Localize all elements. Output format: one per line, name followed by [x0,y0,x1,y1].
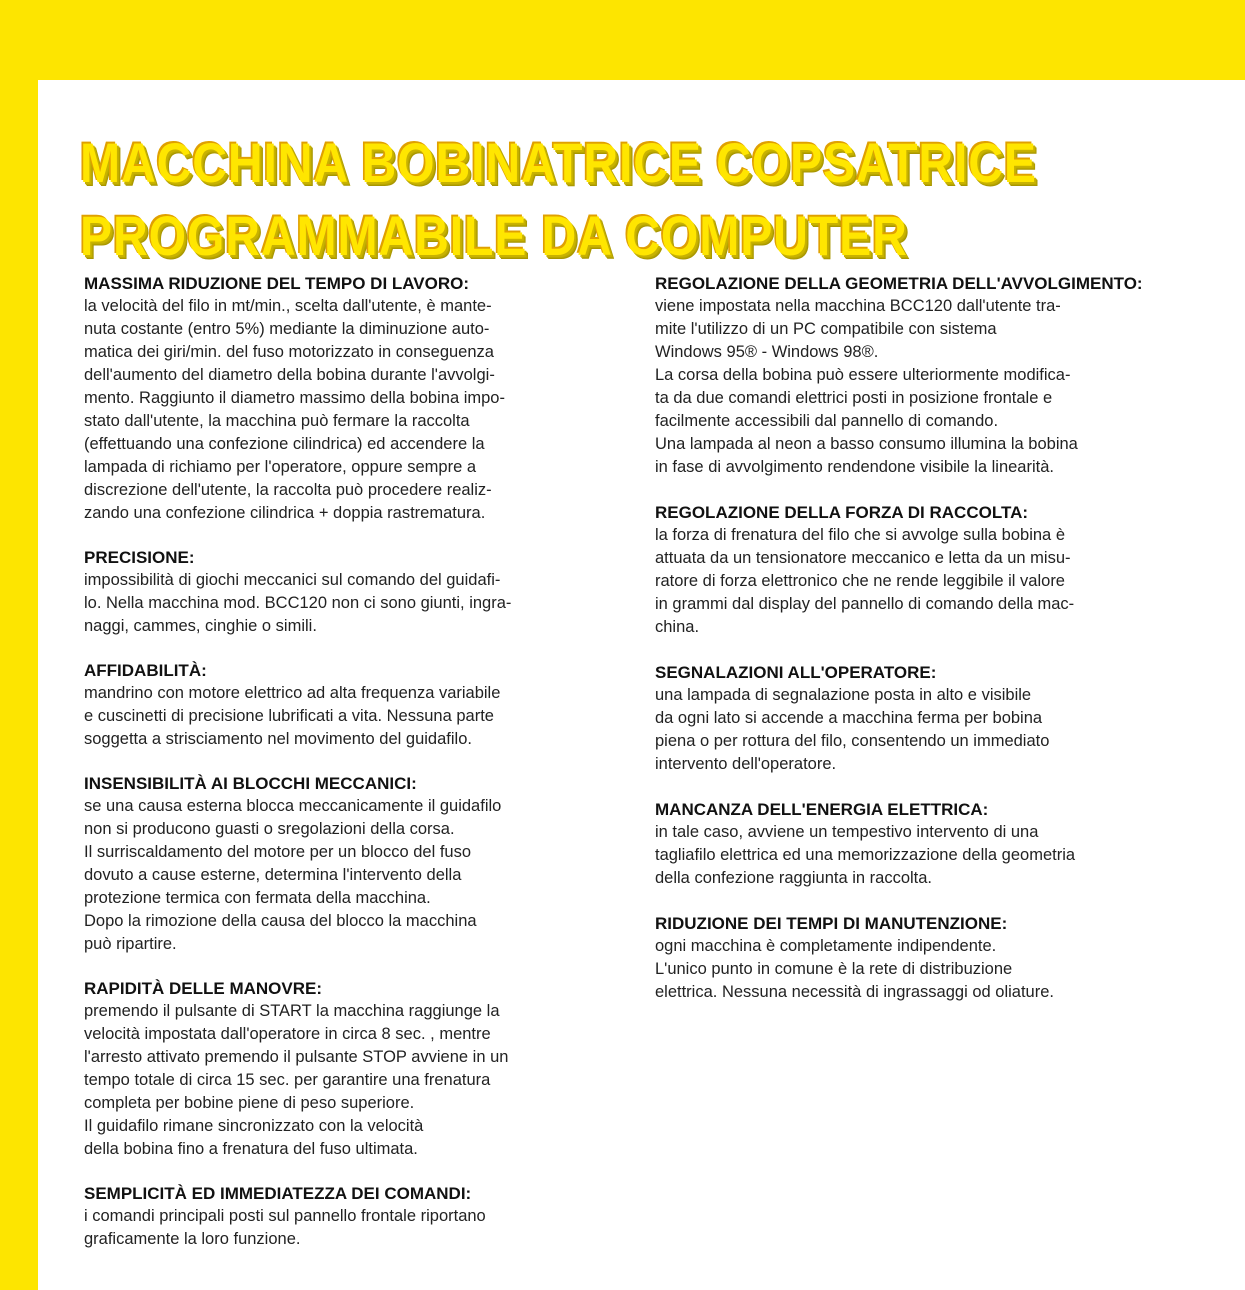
section-text-line: L'unico punto in comune è la rete di distribuzione [655,960,1013,978]
section-body [84,795,604,956]
section-text-line: può ripartire. [84,935,177,953]
title-line-2: PROGRAMMABILE DA COMPUTER [80,204,908,267]
section-body [84,569,604,638]
section-text-line: mento. Raggiunto il diametro massimo della bobina impo- [84,389,505,407]
feature-section [655,798,1175,890]
section-text-line: zando una confezione cilindrica + doppia rastrematura. [84,504,486,522]
section-text-line: completa per bobine piene di peso superiore. [84,1094,415,1112]
section-heading: INSENSIBILITÀ AI BLOCCHI MECCANICI: [84,774,417,793]
right-column [655,272,1175,1026]
section-text-line: l'arresto attivato premendo il pulsante STOP avviene in un [84,1048,509,1066]
feature-section [655,272,1175,479]
section-text-line: premendo il pulsante di START la macchina raggiunge la [84,1002,500,1020]
section-text-line: matica dei giri/min. del fuso motorizzato in conseguenza [84,343,494,361]
section-body [655,821,1175,890]
section-body [655,684,1175,776]
section-text-line: ogni macchina è completamente indipendente. [655,937,997,955]
section-text-line: nuta costante (entro 5%) mediante la diminuzione auto- [84,320,490,338]
feature-section [84,772,604,956]
section-text-line: mite l'utilizzo di un PC compatibile con sistema [655,320,997,338]
section-text-line: Il surriscaldamento del motore per un blocco del fuso [84,843,472,861]
section-text-line: piena o per rottura del filo, consentendo un immediato [655,732,1050,750]
section-heading: SEMPLICITÀ ED IMMEDIATEZZA DEI COMANDI: [84,1184,472,1203]
section-text-line: velocità impostata dall'operatore in circa 8 sec. , mentre [84,1025,491,1043]
brochure-page [38,80,1245,1290]
section-text-line: Dopo la rimozione della causa del blocco la macchina [84,912,477,930]
section-text-line: i comandi principali posti sul pannello frontale riportano [84,1207,486,1225]
section-text-line: impossibilità di giochi meccanici sul comando del guidafi- [84,571,501,589]
section-text-line: graficamente la loro funzione. [84,1230,301,1248]
feature-section [655,661,1175,776]
section-heading: RIDUZIONE DEI TEMPI DI MANUTENZIONE: [655,914,1008,933]
section-text-line: soggetta a strisciamento nel movimento del guidafilo. [84,730,472,748]
feature-section [84,272,604,525]
section-text-line: se una causa esterna blocca meccanicamente il guidafilo [84,797,502,815]
section-text-line: da ogni lato si accende a macchina ferma per bobina [655,709,1043,727]
section-text-line: della bobina fino a frenatura del fuso ultimata. [84,1140,418,1158]
section-body [84,295,604,525]
section-text-line: La corsa della bobina può essere ulteriormente modifica- [655,366,1071,384]
section-text-line: mandrino con motore elettrico ad alta frequenza variabile [84,684,501,702]
title-line-1: MACCHINA BOBINATRICE COPSATRICE [80,131,1037,194]
section-heading: SEGNALAZIONI ALL'OPERATORE: [655,663,937,682]
section-text-line: china. [655,618,700,636]
section-text-line: intervento dell'operatore. [655,755,837,773]
section-text-line: Windows 95® - Windows 98®. [655,343,879,361]
section-text-line: lo. Nella macchina mod. BCC120 non ci sono giunti, ingra- [84,594,512,612]
feature-section [655,912,1175,1004]
section-heading: MASSIMA RIDUZIONE DEL TEMPO DI LAVORO: [84,274,470,293]
section-text-line: protezione termica con fermata della macchina. [84,889,431,907]
section-text-line: la forza di frenatura del filo che si avvolge sulla bobina è [655,526,1065,544]
section-text-line: naggi, cammes, cinghie o simili. [84,617,317,635]
section-body [84,1205,604,1251]
section-heading: REGOLAZIONE DELLA FORZA DI RACCOLTA: [655,503,1029,522]
section-body [655,935,1175,1004]
feature-section [84,977,604,1161]
section-text-line: in grammi dal display del pannello di comando della mac- [655,595,1075,613]
section-body [655,295,1175,479]
section-text-line: e cuscinetti di precisione lubrificati a vita. Nessuna parte [84,707,494,725]
section-body [84,682,604,751]
feature-section [84,659,604,751]
section-text-line: Una lampada al neon a basso consumo illumina la bobina [655,435,1078,453]
section-body [655,524,1175,639]
page-title [80,126,1037,272]
section-text-line: la velocità del filo in mt/min., scelta dall'utente, è mante- [84,297,492,315]
section-text-line: viene impostata nella macchina BCC120 dall'utente tra- [655,297,1061,315]
feature-section [655,501,1175,639]
section-text-line: ta da due comandi elettrici posti in posizione frontale e [655,389,1053,407]
section-text-line: (effettuando una confezione cilindrica) ed accendere la [84,435,485,453]
section-body [84,1000,604,1161]
left-column [84,272,604,1272]
section-text-line: tempo totale di circa 15 sec. per garantire una frenatura [84,1071,491,1089]
section-heading: MANCANZA DELL'ENERGIA ELETTRICA: [655,800,989,819]
section-text-line: in tale caso, avviene un tempestivo intervento di una [655,823,1039,841]
section-text-line: tagliafilo elettrica ed una memorizzazione della geometria [655,846,1076,864]
section-text-line: elettrica. Nessuna necessità di ingrassaggi od oliature. [655,983,1054,1001]
feature-section [84,1182,604,1251]
section-text-line: attuata da un tensionatore meccanico e letta da un misu- [655,549,1071,567]
section-heading: PRECISIONE: [84,548,195,567]
section-heading: REGOLAZIONE DELLA GEOMETRIA DELL'AVVOLGIMENTO: [655,274,1143,293]
section-text-line: una lampada di segnalazione posta in alto e visibile [655,686,1032,704]
section-text-line: dovuto a cause esterne, determina l'intervento della [84,866,462,884]
section-text-line: non si producono guasti o sregolazioni della corsa. [84,820,455,838]
section-text-line: della confezione raggiunta in raccolta. [655,869,933,887]
section-text-line: dell'aumento del diametro della bobina durante l'avvolgi- [84,366,495,384]
section-text-line: Il guidafilo rimane sincronizzato con la velocità [84,1117,424,1135]
section-heading: RAPIDITÀ DELLE MANOVRE: [84,979,322,998]
section-text-line: facilmente accessibili dal pannello di comando. [655,412,999,430]
section-heading: AFFIDABILITÀ: [84,661,207,680]
feature-section [84,546,604,638]
section-text-line: discrezione dell'utente, la raccolta può procedere realiz- [84,481,492,499]
section-text-line: ratore di forza elettronico che ne rende leggibile il valore [655,572,1065,590]
section-text-line: stato dall'utente, la macchina può fermare la raccolta [84,412,470,430]
section-text-line: lampada di richiamo per l'operatore, oppure sempre a [84,458,477,476]
section-text-line: in fase di avvolgimento rendendone visibile la linearità. [655,458,1054,476]
